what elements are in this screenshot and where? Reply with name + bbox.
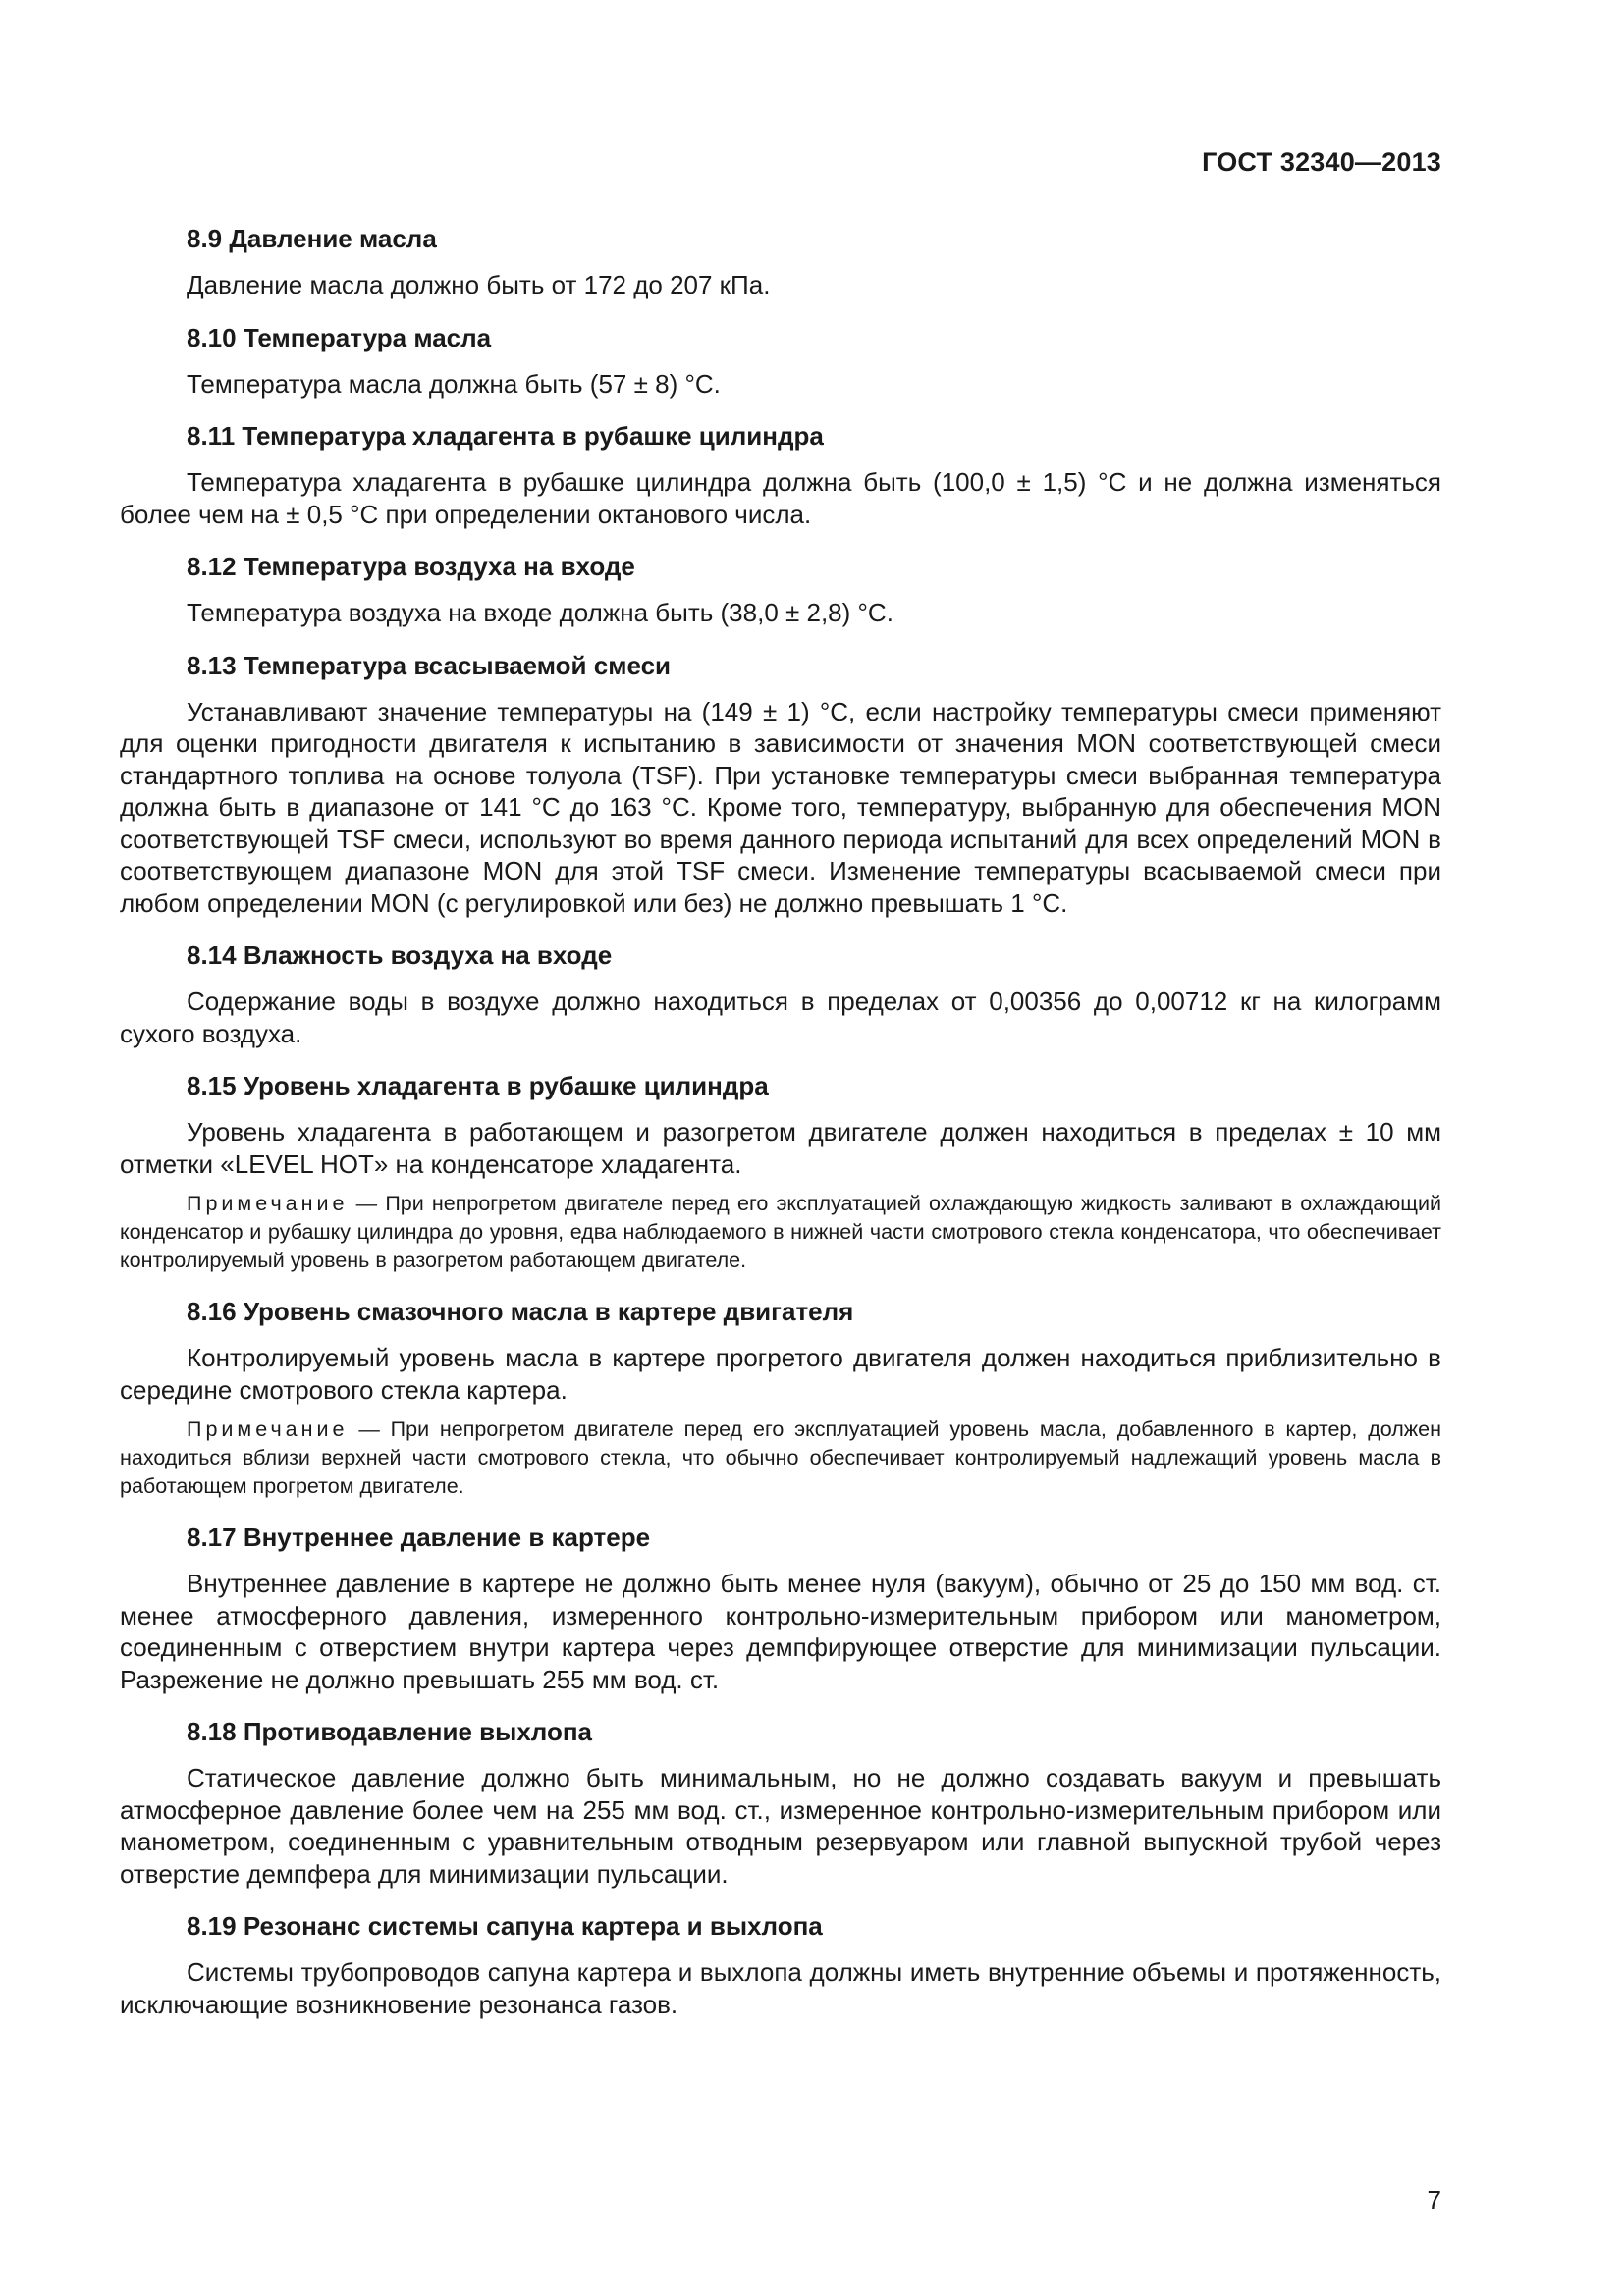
standard-header: ГОСТ 32340—2013	[1202, 147, 1441, 177]
section-note	[120, 1190, 1441, 1275]
section-note	[120, 1415, 1441, 1501]
section-heading: 8.16 Уровень смазочного масла в картере двигателя	[187, 1297, 854, 1326]
note-label: Примечание	[187, 1192, 349, 1215]
section-8-17	[120, 1521, 1441, 1695]
section-8-13	[120, 649, 1441, 920]
section-paragraph: Внутреннее давление в картере не должно быть менее нуля (вакуум), обычно от 25 до 150 мм вод. ст. менее атмосферного давления, измеренного контрольно-измерительным прибором или манометром, соединенным с отверстием внутри картера через демпфирующее отверстие для минимизации пульсации. Разрежение не должно превышать 255 мм вод. ст.	[120, 1569, 1441, 1694]
section-heading: 8.13 Температура всасываемой смеси	[187, 650, 672, 680]
section-heading: 8.15 Уровень хладагента в рубашке цилиндра	[187, 1071, 769, 1100]
section-paragraph: Давление масла должно быть от 172 до 207 кПа.	[187, 270, 771, 299]
section-8-10	[120, 321, 1441, 400]
section-heading: 8.9 Давление масла	[187, 224, 437, 253]
section-heading: 8.10 Температура масла	[187, 322, 492, 352]
section-paragraph: Температура масла должна быть (57 ± 8) °С.	[187, 368, 721, 399]
section-8-14	[120, 938, 1441, 1049]
section-8-12	[120, 550, 1441, 629]
section-paragraph: Температура хладагента в рубашке цилиндра должна быть (100,0 ± 1,5) °С и не должна изменяться более чем на ± 0,5 °С при определении октанового числа.	[120, 467, 1441, 529]
section-heading: 8.17 Внутреннее давление в картере	[187, 1522, 651, 1552]
document-page	[120, 0, 1441, 2296]
section-heading: 8.11 Температура хладагента в рубашке цилиндра	[187, 421, 824, 451]
section-paragraph: Системы трубопроводов сапуна картера и выхлопа должны иметь внутренние объемы и протяженность, исключающие возникновение резонанса газов.	[120, 1957, 1441, 2019]
note-text: — При непрогретом двигателе перед его эксплуатацией охлаждающую жидкость заливают в охлаждающий конденсатор и рубашку цилиндра до уровня, едва наблюдаемого в нижней части смотрового стекла конденсатора, что обеспечивает контролируемый уровень в разогретом работающем двигателе.	[120, 1192, 1441, 1272]
section-paragraph: Устанавливают значение температуры на (149 ± 1) °С, если настройку температуры смеси применяют для оценки пригодности двигателя к испытанию в зависимости от значения MON соответствующей смеси стандартного топлива на основе толуола (TSF). При установке температуры смеси выбранная температура должна быть в диапазоне от 141 °С до 163 °С. Кроме того, температуру, выбранную для обеспечения MON соответствующей TSF смеси, используют во время данного периода испытаний для всех определений MON в соответствующем диапазоне MON для этой TSF смеси. Изменение температуры всасываемой смеси при любом определении MON (с регулировкой или без) не должно превышать 1 °С.	[120, 696, 1441, 918]
section-paragraph: Температура воздуха на входе должна быть (38,0 ± 2,8) °С.	[187, 598, 893, 627]
section-heading: 8.14 Влажность воздуха на входе	[187, 940, 613, 970]
section-paragraph: Контролируемый уровень масла в картере прогретого двигателя должен находиться приблизительно в середине смотрового стекла картера.	[120, 1343, 1441, 1405]
section-8-19	[120, 1909, 1441, 2020]
section-heading: 8.12 Температура воздуха на входе	[187, 552, 635, 581]
section-paragraph: Уровень хладагента в работающем и разогретом двигателе должен находиться в пределах ± 10 мм отметки «LEVEL HOT» на конденсаторе хладагента.	[120, 1117, 1441, 1179]
section-8-9	[120, 222, 1441, 301]
section-paragraph: Статическое давление должно быть минимальным, но не должно создавать вакуум и превышать атмосферное давление более чем на 255 мм вод. ст., измеренное контрольно-измерительным прибором или манометром, соединенным с уравнительным отводным резервуаром или главной выпускной трубой через отверстие демпфера для минимизации пульсации.	[120, 1763, 1441, 1889]
document-body	[120, 222, 1441, 2040]
note-label: Примечание	[187, 1417, 349, 1441]
note-text: — При непрогретом двигателе перед его эксплуатацией уровень масла, добавленного в картер, должен находиться вблизи верхней части смотрового стекла, что обычно обеспечивает контролируемый надлежащий уровень масла в работающем прогретом двигателе.	[120, 1417, 1441, 1498]
section-8-16	[120, 1295, 1441, 1501]
page-number: 7	[1427, 2185, 1441, 2215]
section-8-18	[120, 1715, 1441, 1890]
section-paragraph: Содержание воды в воздухе должно находиться в пределах от 0,00356 до 0,00712 кг на килограмм сухого воздуха.	[120, 987, 1441, 1048]
section-8-11	[120, 419, 1441, 530]
section-heading: 8.18 Противодавление выхлопа	[187, 1717, 593, 1746]
section-8-15	[120, 1069, 1441, 1275]
section-heading: 8.19 Резонанс системы сапуна картера и выхлопа	[187, 1911, 823, 1941]
